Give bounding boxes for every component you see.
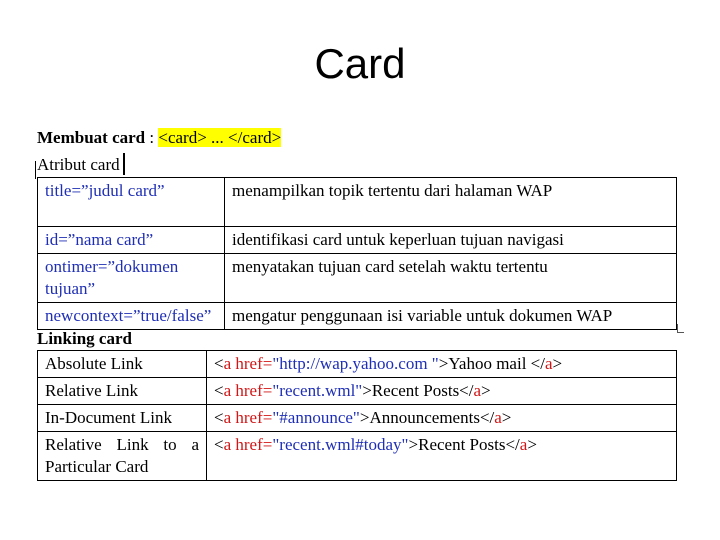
attribute-name: newcontext=”true/false”: [38, 303, 225, 330]
table-row: [38, 254, 677, 303]
table-row: [38, 303, 677, 330]
link-type: Absolute Link: [38, 351, 207, 378]
slide-title: Card: [314, 40, 406, 87]
link-type: Relative Link to a Particular Card: [38, 432, 207, 481]
attribute-desc: identifikasi card untuk keperluan tujuan navigasi: [225, 227, 677, 254]
table-row: [38, 178, 677, 227]
table-row: [38, 405, 677, 432]
create-card-line: [37, 128, 281, 148]
link-code: <a href="recent.wml#today">Recent Posts</a>: [207, 432, 677, 481]
margin-bracket: [677, 324, 684, 333]
attribute-desc: menyatakan tujuan card setelah waktu tertentu: [225, 254, 677, 303]
left-margin-mark: [35, 161, 36, 179]
table-row: [38, 432, 677, 481]
attribute-table: [37, 177, 677, 330]
create-card-code: <card> ... </card>: [158, 128, 282, 147]
link-type: In-Document Link: [38, 405, 207, 432]
linking-heading: Linking card: [37, 329, 132, 348]
text-cursor: [123, 153, 125, 175]
table-row: [38, 378, 677, 405]
attribute-name: ontimer=”dokumen tujuan”: [38, 254, 225, 303]
create-card-separator: :: [145, 128, 159, 147]
attribute-desc: menampilkan topik tertentu dari halaman WAP: [225, 178, 677, 227]
attribute-heading: Atribut card: [37, 155, 120, 174]
attribute-name: title=”judul card”: [38, 178, 225, 227]
table-row: [38, 227, 677, 254]
linking-table: [37, 350, 677, 481]
link-type: Relative Link: [38, 378, 207, 405]
attribute-desc: mengatur penggunaan isi variable untuk dokumen WAP: [225, 303, 677, 330]
table-row: [38, 351, 677, 378]
attribute-name: id=”nama card”: [38, 227, 225, 254]
link-code: <a href="recent.wml">Recent Posts</a>: [207, 378, 677, 405]
link-code: <a href="#announce">Announcements</a>: [207, 405, 677, 432]
link-code: <a href="http://wap.yahoo.com ">Yahoo mail </a>: [207, 351, 677, 378]
create-card-label: Membuat card: [37, 128, 146, 147]
